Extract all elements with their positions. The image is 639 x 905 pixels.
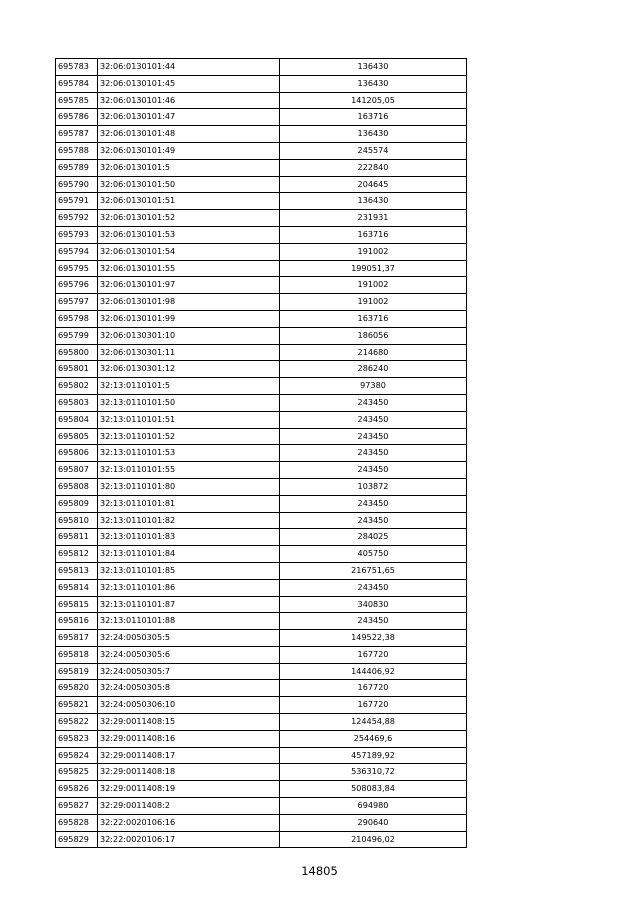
value-cell: 191002 bbox=[280, 294, 467, 311]
row-id-cell: 695794 bbox=[56, 243, 98, 260]
cadastral-number-cell: 32:13:0110101:86 bbox=[98, 579, 280, 596]
row-id-cell: 695824 bbox=[56, 747, 98, 764]
table-row bbox=[56, 210, 467, 227]
row-id-cell: 695809 bbox=[56, 495, 98, 512]
value-cell: 694980 bbox=[280, 798, 467, 815]
cadastral-number-cell: 32:06:0130101:47 bbox=[98, 109, 280, 126]
cadastral-number-cell: 32:13:0110101:53 bbox=[98, 445, 280, 462]
row-id-cell: 695810 bbox=[56, 512, 98, 529]
row-id-cell: 695808 bbox=[56, 478, 98, 495]
page-number: 14805 bbox=[301, 864, 338, 878]
value-cell: 216751,65 bbox=[280, 562, 467, 579]
cadastral-number-cell: 32:06:0130301:12 bbox=[98, 361, 280, 378]
table-row bbox=[56, 445, 467, 462]
value-cell: 144406,92 bbox=[280, 663, 467, 680]
table-row bbox=[56, 159, 467, 176]
row-id-cell: 695787 bbox=[56, 126, 98, 143]
value-cell: 508083,84 bbox=[280, 781, 467, 798]
row-id-cell: 695803 bbox=[56, 394, 98, 411]
table-row bbox=[56, 126, 467, 143]
row-id-cell: 695806 bbox=[56, 445, 98, 462]
cadastral-number-cell: 32:06:0130101:54 bbox=[98, 243, 280, 260]
table-row bbox=[56, 327, 467, 344]
row-id-cell: 695813 bbox=[56, 562, 98, 579]
row-id-cell: 695791 bbox=[56, 193, 98, 210]
table-row bbox=[56, 831, 467, 848]
row-id-cell: 695785 bbox=[56, 92, 98, 109]
value-cell: 536310,72 bbox=[280, 764, 467, 781]
table-row bbox=[56, 663, 467, 680]
value-cell: 191002 bbox=[280, 277, 467, 294]
value-cell: 231931 bbox=[280, 210, 467, 227]
value-cell: 243450 bbox=[280, 495, 467, 512]
value-cell: 204645 bbox=[280, 176, 467, 193]
row-id-cell: 695798 bbox=[56, 310, 98, 327]
value-cell: 191002 bbox=[280, 243, 467, 260]
value-cell: 214680 bbox=[280, 344, 467, 361]
value-cell: 254469,6 bbox=[280, 730, 467, 747]
table-row bbox=[56, 361, 467, 378]
table-row bbox=[56, 630, 467, 647]
cadastral-number-cell: 32:22:0020106:16 bbox=[98, 814, 280, 831]
value-cell: 186056 bbox=[280, 327, 467, 344]
table-row bbox=[56, 529, 467, 546]
cadastral-number-cell: 32:29:0011408:15 bbox=[98, 714, 280, 731]
value-cell: 243450 bbox=[280, 462, 467, 479]
value-cell: 163716 bbox=[280, 226, 467, 243]
row-id-cell: 695807 bbox=[56, 462, 98, 479]
cadastral-number-cell: 32:13:0110101:82 bbox=[98, 512, 280, 529]
cadastral-number-cell: 32:06:0130101:48 bbox=[98, 126, 280, 143]
cadastral-number-cell: 32:06:0130301:11 bbox=[98, 344, 280, 361]
table-row bbox=[56, 109, 467, 126]
value-cell: 243450 bbox=[280, 394, 467, 411]
cadastral-number-cell: 32:13:0110101:83 bbox=[98, 529, 280, 546]
value-cell: 243450 bbox=[280, 613, 467, 630]
table-row bbox=[56, 512, 467, 529]
table-row bbox=[56, 193, 467, 210]
table-row bbox=[56, 781, 467, 798]
value-cell: 167720 bbox=[280, 680, 467, 697]
value-cell: 163716 bbox=[280, 310, 467, 327]
row-id-cell: 695792 bbox=[56, 210, 98, 227]
row-id-cell: 695800 bbox=[56, 344, 98, 361]
row-id-cell: 695802 bbox=[56, 378, 98, 395]
row-id-cell: 695786 bbox=[56, 109, 98, 126]
cadastral-number-cell: 32:29:0011408:2 bbox=[98, 798, 280, 815]
value-cell: 210496,02 bbox=[280, 831, 467, 848]
cadastral-number-cell: 32:06:0130101:52 bbox=[98, 210, 280, 227]
table-row bbox=[56, 176, 467, 193]
row-id-cell: 695790 bbox=[56, 176, 98, 193]
row-id-cell: 695815 bbox=[56, 596, 98, 613]
row-id-cell: 695799 bbox=[56, 327, 98, 344]
cadastral-number-cell: 32:29:0011408:19 bbox=[98, 781, 280, 798]
table-row bbox=[56, 730, 467, 747]
row-id-cell: 695826 bbox=[56, 781, 98, 798]
row-id-cell: 695819 bbox=[56, 663, 98, 680]
value-cell: 124454,88 bbox=[280, 714, 467, 731]
cadastral-number-cell: 32:13:0110101:87 bbox=[98, 596, 280, 613]
value-cell: 286240 bbox=[280, 361, 467, 378]
table-row bbox=[56, 310, 467, 327]
value-cell: 245574 bbox=[280, 142, 467, 159]
row-id-cell: 695817 bbox=[56, 630, 98, 647]
table-row bbox=[56, 814, 467, 831]
table-row bbox=[56, 714, 467, 731]
table-row bbox=[56, 546, 467, 563]
table-row bbox=[56, 764, 467, 781]
cadastral-number-cell: 32:06:0130101:49 bbox=[98, 142, 280, 159]
row-id-cell: 695818 bbox=[56, 646, 98, 663]
cadastral-number-cell: 32:06:0130101:46 bbox=[98, 92, 280, 109]
row-id-cell: 695805 bbox=[56, 428, 98, 445]
cadastral-number-cell: 32:13:0110101:5 bbox=[98, 378, 280, 395]
row-id-cell: 695823 bbox=[56, 730, 98, 747]
table-row bbox=[56, 596, 467, 613]
table-row bbox=[56, 59, 467, 76]
table-row bbox=[56, 92, 467, 109]
row-id-cell: 695788 bbox=[56, 142, 98, 159]
row-id-cell: 695822 bbox=[56, 714, 98, 731]
value-cell: 167720 bbox=[280, 697, 467, 714]
value-cell: 284025 bbox=[280, 529, 467, 546]
cadastral-number-cell: 32:13:0110101:52 bbox=[98, 428, 280, 445]
row-id-cell: 695825 bbox=[56, 764, 98, 781]
table-row bbox=[56, 344, 467, 361]
cadastral-number-cell: 32:22:0020106:17 bbox=[98, 831, 280, 848]
table-body bbox=[56, 59, 467, 848]
cadastral-number-cell: 32:24:0050305:8 bbox=[98, 680, 280, 697]
value-cell: 141205,05 bbox=[280, 92, 467, 109]
table-row bbox=[56, 428, 467, 445]
table-row bbox=[56, 226, 467, 243]
value-cell: 136430 bbox=[280, 126, 467, 143]
value-cell: 149522,38 bbox=[280, 630, 467, 647]
cadastral-number-cell: 32:13:0110101:80 bbox=[98, 478, 280, 495]
cadastral-number-cell: 32:29:0011408:17 bbox=[98, 747, 280, 764]
cadastral-number-cell: 32:06:0130101:50 bbox=[98, 176, 280, 193]
cadastral-number-cell: 32:13:0110101:88 bbox=[98, 613, 280, 630]
value-cell: 290640 bbox=[280, 814, 467, 831]
cadastral-number-cell: 32:06:0130101:97 bbox=[98, 277, 280, 294]
row-id-cell: 695793 bbox=[56, 226, 98, 243]
cadastral-number-cell: 32:06:0130101:44 bbox=[98, 59, 280, 76]
table-row bbox=[56, 697, 467, 714]
table-row bbox=[56, 394, 467, 411]
value-cell: 103872 bbox=[280, 478, 467, 495]
table-row bbox=[56, 680, 467, 697]
row-id-cell: 695784 bbox=[56, 75, 98, 92]
value-cell: 457189,92 bbox=[280, 747, 467, 764]
table-row bbox=[56, 613, 467, 630]
value-cell: 243450 bbox=[280, 512, 467, 529]
table-row bbox=[56, 243, 467, 260]
row-id-cell: 695821 bbox=[56, 697, 98, 714]
value-cell: 243450 bbox=[280, 428, 467, 445]
row-id-cell: 695828 bbox=[56, 814, 98, 831]
cadastral-number-cell: 32:24:0050305:7 bbox=[98, 663, 280, 680]
table-row bbox=[56, 378, 467, 395]
table-row bbox=[56, 411, 467, 428]
data-table bbox=[55, 58, 467, 848]
value-cell: 243450 bbox=[280, 579, 467, 596]
table-row bbox=[56, 75, 467, 92]
cadastral-number-cell: 32:06:0130101:51 bbox=[98, 193, 280, 210]
value-cell: 405750 bbox=[280, 546, 467, 563]
row-id-cell: 695804 bbox=[56, 411, 98, 428]
row-id-cell: 695783 bbox=[56, 59, 98, 76]
table-row bbox=[56, 478, 467, 495]
row-id-cell: 695829 bbox=[56, 831, 98, 848]
cadastral-number-cell: 32:29:0011408:18 bbox=[98, 764, 280, 781]
table-row bbox=[56, 747, 467, 764]
table-row bbox=[56, 579, 467, 596]
row-id-cell: 695820 bbox=[56, 680, 98, 697]
table-row bbox=[56, 462, 467, 479]
value-cell: 222840 bbox=[280, 159, 467, 176]
table-row bbox=[56, 562, 467, 579]
value-cell: 167720 bbox=[280, 646, 467, 663]
cadastral-number-cell: 32:06:0130101:53 bbox=[98, 226, 280, 243]
value-cell: 199051,37 bbox=[280, 260, 467, 277]
table-row bbox=[56, 495, 467, 512]
value-cell: 243450 bbox=[280, 411, 467, 428]
row-id-cell: 695801 bbox=[56, 361, 98, 378]
table-row bbox=[56, 277, 467, 294]
cadastral-number-cell: 32:06:0130101:45 bbox=[98, 75, 280, 92]
value-cell: 136430 bbox=[280, 193, 467, 210]
row-id-cell: 695795 bbox=[56, 260, 98, 277]
cadastral-number-cell: 32:06:0130301:10 bbox=[98, 327, 280, 344]
row-id-cell: 695789 bbox=[56, 159, 98, 176]
value-cell: 136430 bbox=[280, 59, 467, 76]
cadastral-number-cell: 32:06:0130101:55 bbox=[98, 260, 280, 277]
value-cell: 97380 bbox=[280, 378, 467, 395]
row-id-cell: 695816 bbox=[56, 613, 98, 630]
cadastral-number-cell: 32:13:0110101:85 bbox=[98, 562, 280, 579]
cadastral-number-cell: 32:13:0110101:55 bbox=[98, 462, 280, 479]
cadastral-number-cell: 32:13:0110101:84 bbox=[98, 546, 280, 563]
row-id-cell: 695827 bbox=[56, 798, 98, 815]
value-cell: 340830 bbox=[280, 596, 467, 613]
row-id-cell: 695812 bbox=[56, 546, 98, 563]
value-cell: 243450 bbox=[280, 445, 467, 462]
table-row bbox=[56, 646, 467, 663]
table-row bbox=[56, 798, 467, 815]
row-id-cell: 695811 bbox=[56, 529, 98, 546]
cadastral-number-cell: 32:24:0050306:10 bbox=[98, 697, 280, 714]
cadastral-number-cell: 32:29:0011408:16 bbox=[98, 730, 280, 747]
cadastral-number-cell: 32:24:0050305:5 bbox=[98, 630, 280, 647]
table-row bbox=[56, 294, 467, 311]
cadastral-number-cell: 32:13:0110101:51 bbox=[98, 411, 280, 428]
row-id-cell: 695814 bbox=[56, 579, 98, 596]
cadastral-number-cell: 32:13:0110101:81 bbox=[98, 495, 280, 512]
table-row bbox=[56, 260, 467, 277]
value-cell: 163716 bbox=[280, 109, 467, 126]
cadastral-number-cell: 32:13:0110101:50 bbox=[98, 394, 280, 411]
row-id-cell: 695796 bbox=[56, 277, 98, 294]
table-row bbox=[56, 142, 467, 159]
row-id-cell: 695797 bbox=[56, 294, 98, 311]
cadastral-number-cell: 32:06:0130101:98 bbox=[98, 294, 280, 311]
cadastral-number-cell: 32:24:0050305:6 bbox=[98, 646, 280, 663]
value-cell: 136430 bbox=[280, 75, 467, 92]
cadastral-number-cell: 32:06:0130101:5 bbox=[98, 159, 280, 176]
cadastral-number-cell: 32:06:0130101:99 bbox=[98, 310, 280, 327]
